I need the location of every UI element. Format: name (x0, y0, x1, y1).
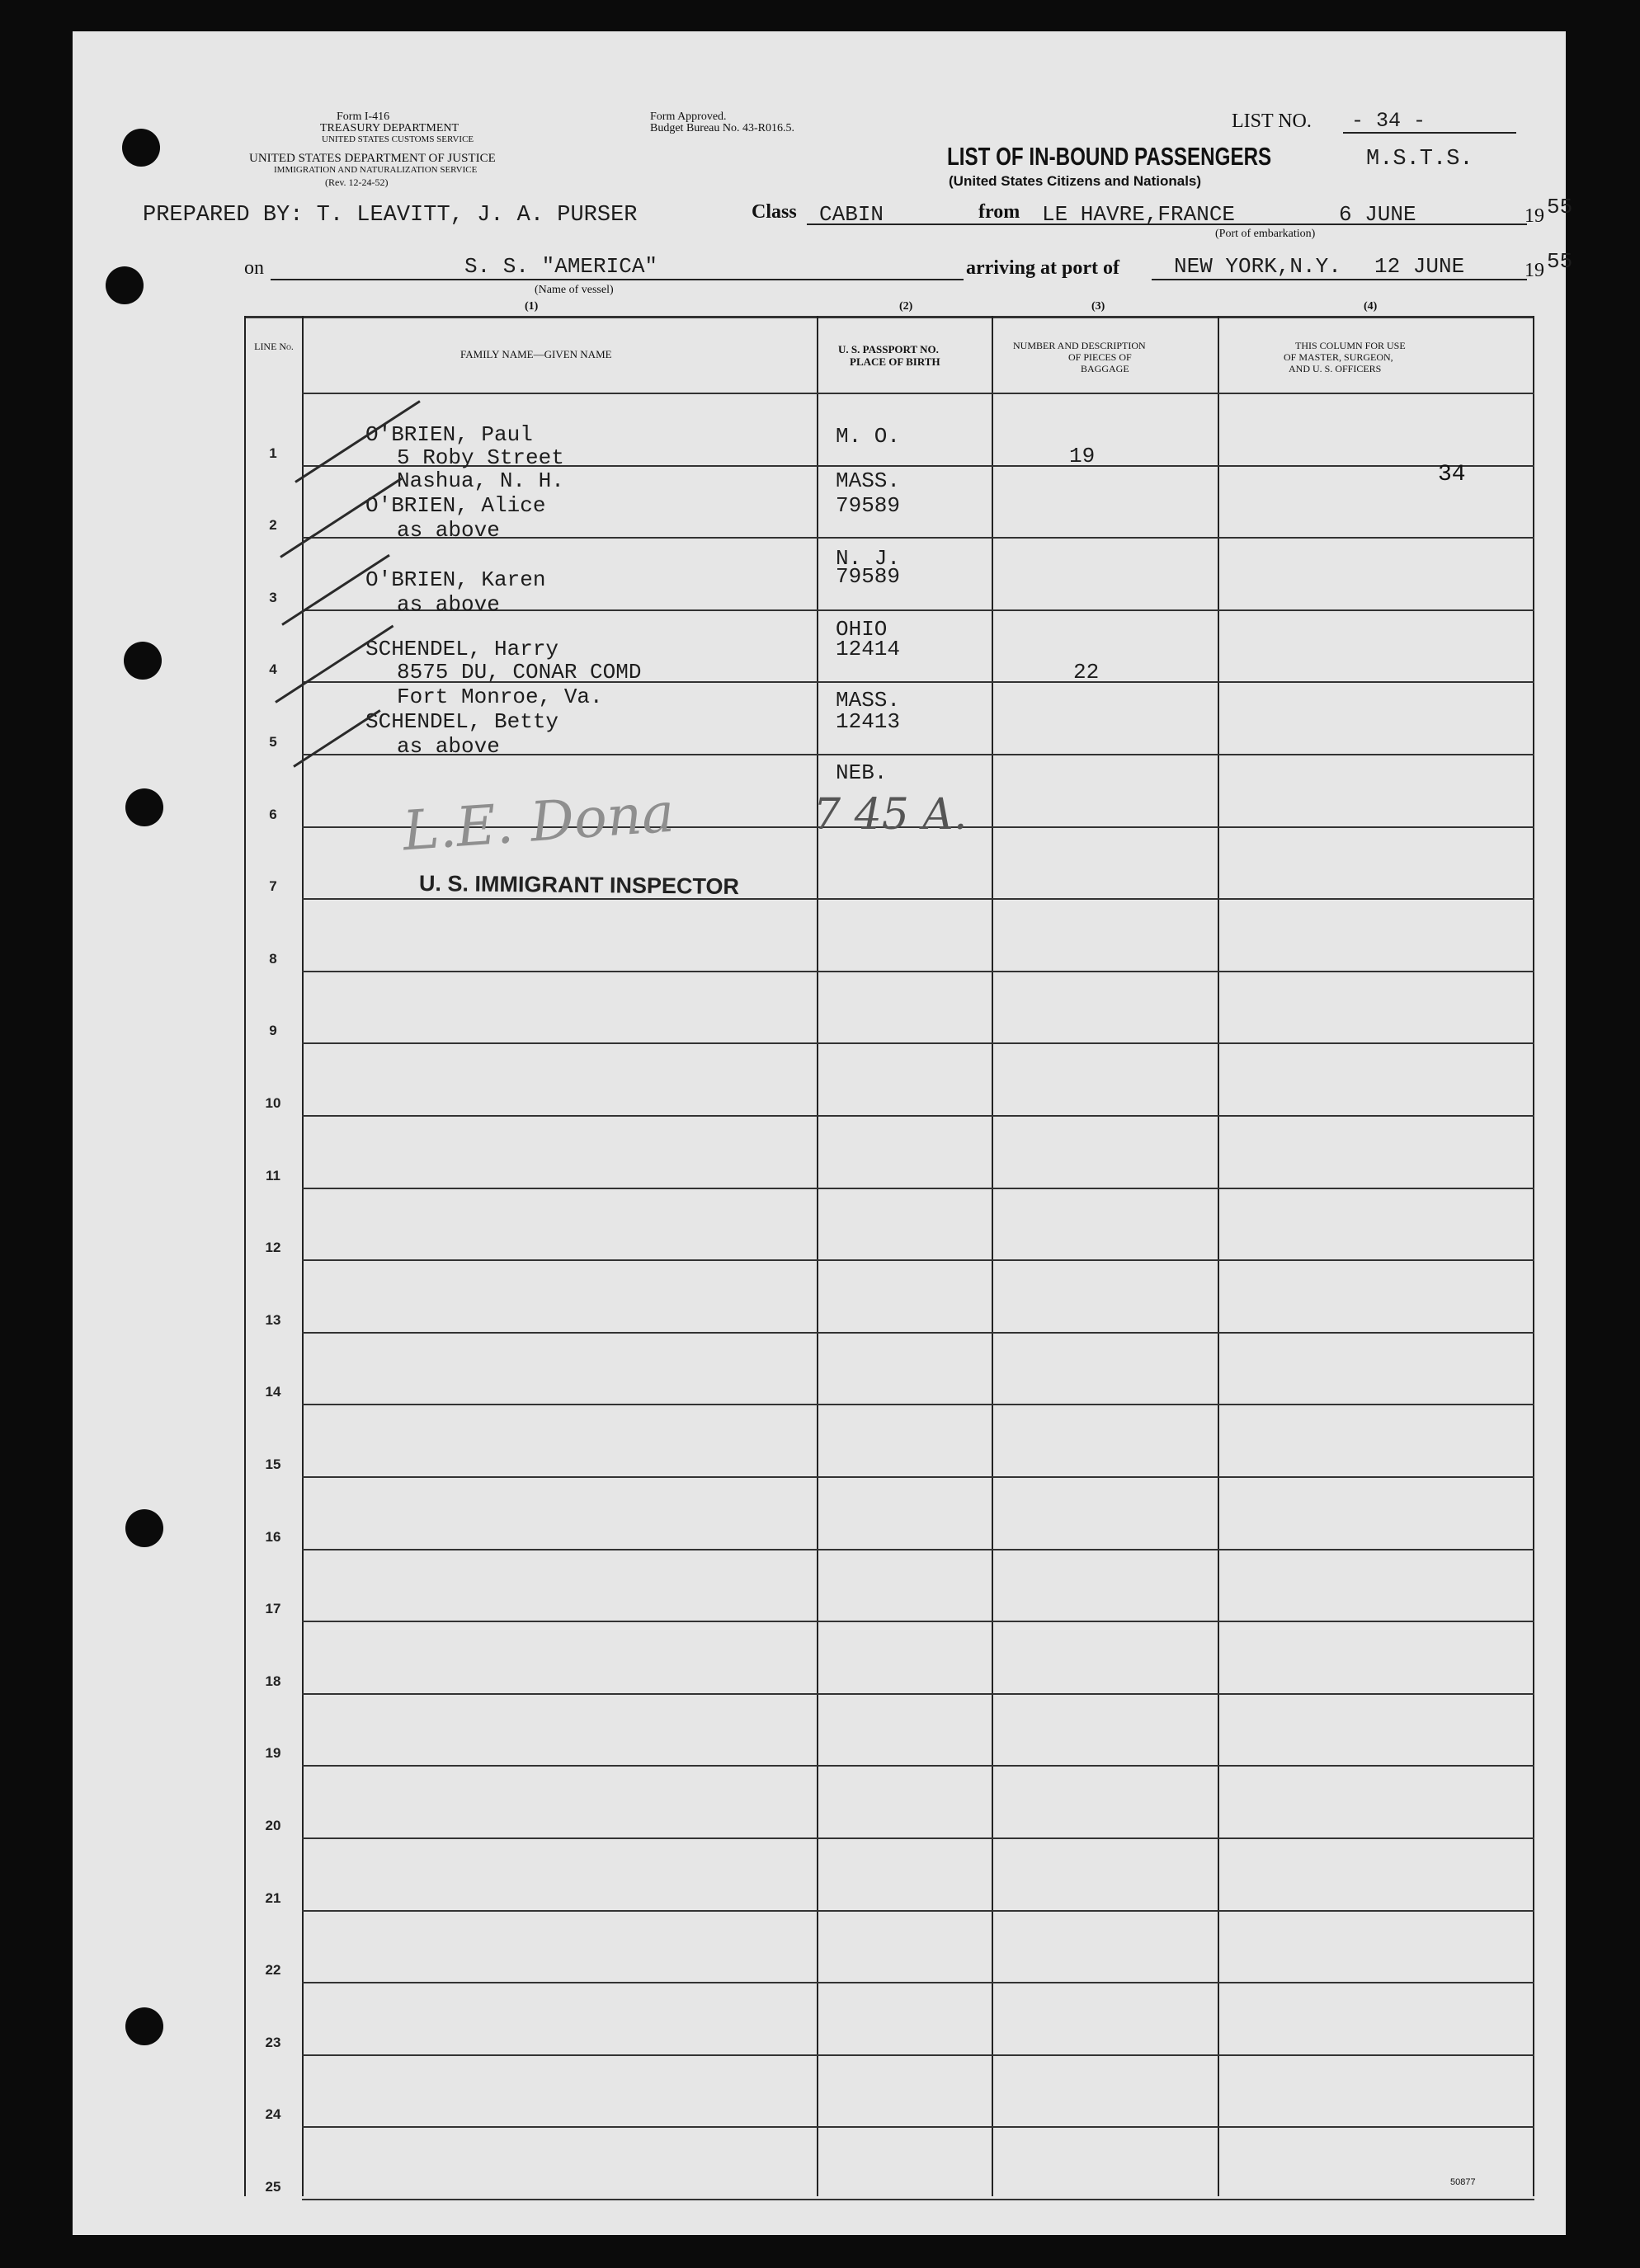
line-number: 14 (265, 1384, 281, 1400)
baggage-divider (1218, 316, 1219, 2196)
p2-address: as above (397, 518, 500, 543)
p5-passport: 12413 (836, 709, 901, 734)
from-year: 55 (1547, 195, 1573, 219)
line-number: 25 (265, 2179, 281, 2195)
form-subtitle: (United States Citizens and Nationals) (949, 173, 1202, 189)
row-line (302, 1765, 1534, 1767)
revision-date: (Rev. 12-24-52) (325, 176, 389, 188)
line-number: 17 (265, 1601, 281, 1617)
immigrant-inspector-stamp: U. S. IMMIGRANT INSPECTOR (418, 870, 740, 900)
row-line (302, 1621, 1534, 1622)
vessel-underline (271, 279, 964, 280)
row-line (302, 898, 1534, 900)
p4-address-1: 8575 DU, CONAR COMD (397, 660, 642, 685)
row-line (302, 2054, 1534, 2056)
line-number: 8 (269, 950, 277, 967)
class-label: Class (752, 201, 797, 223)
row-line (302, 1404, 1534, 1405)
line-number: 4 (269, 661, 277, 678)
p3-name: O'BRIEN, Karen (365, 567, 546, 592)
line-number: 9 (269, 1023, 277, 1039)
header-baggage-2: OF PIECES OF (1068, 351, 1132, 363)
col-num-1: (1) (525, 300, 539, 313)
header-officers-3: AND U. S. OFFICERS (1289, 363, 1382, 374)
passport-divider (992, 316, 993, 2196)
p1-address-2: Nashua, N. H. (397, 468, 564, 493)
line-number: 22 (265, 1962, 281, 1979)
row-line (302, 1982, 1534, 1983)
p4-passport: 12414 (836, 637, 901, 661)
customs-service: UNITED STATES CUSTOMS SERVICE (322, 134, 474, 144)
line-number: 2 (269, 517, 277, 534)
line-number: 19 (265, 1745, 281, 1762)
class-value: CABIN (819, 202, 884, 227)
form-number: Form I-416 (337, 111, 390, 123)
p1-address-1: 5 Roby Street (397, 445, 564, 470)
p1-passport: M. O. (836, 424, 901, 449)
inspector-signature: L.E. Dona (400, 780, 676, 863)
p2-passport: 79589 (836, 493, 901, 518)
line-number: 3 (269, 589, 277, 605)
row-line (302, 1042, 1534, 1044)
p1-officer-note: 34 (1438, 462, 1466, 487)
p5-address: as above (397, 734, 500, 759)
ins-service: IMMIGRATION AND NATURALIZATION SERVICE (274, 165, 478, 175)
col-num-2: (2) (899, 300, 913, 313)
footer-code: 50877 (1450, 2177, 1476, 2187)
header-passport: U. S. PASSPORT NO. (838, 343, 939, 355)
punch-hole-1 (122, 129, 160, 167)
punch-hole-6 (125, 2007, 163, 2045)
justice-dept: UNITED STATES DEPARTMENT OF JUSTICE (249, 152, 496, 165)
header-officers-1: THIS COLUMN FOR USE (1295, 340, 1406, 351)
line-no-divider (302, 316, 304, 2196)
punch-hole-4 (125, 788, 163, 826)
p3-passport: 79589 (836, 564, 901, 589)
p2-name: O'BRIEN, Alice (365, 493, 546, 518)
line-number: 7 (269, 878, 277, 895)
p5-name: SCHENDEL, Betty (365, 709, 559, 734)
p1-baggage: 19 (1069, 444, 1096, 468)
header-baggage-1: NUMBER AND DESCRIPTION (1013, 340, 1146, 351)
row-line (302, 971, 1534, 972)
line-number: 12 (265, 1240, 281, 1256)
from-date: 6 JUNE (1339, 202, 1416, 227)
table-top-border (244, 316, 1534, 318)
line-number: 11 (266, 1167, 280, 1183)
arrival-year-prefix: 19 (1525, 260, 1544, 281)
manifest-page (73, 31, 1573, 2235)
msts-label: M.S.T.S. (1366, 147, 1473, 172)
row-line (302, 1188, 1534, 1189)
p2-birthplace: N. J. (836, 546, 901, 571)
line-number: 6 (269, 806, 277, 822)
line-number: 20 (265, 1818, 281, 1833)
table-right-border (1533, 316, 1534, 2196)
line-number: 21 (265, 1889, 281, 1906)
arriving-label: arriving at port of (966, 257, 1119, 279)
arrival-underline (1152, 279, 1527, 280)
punch-hole-3 (124, 642, 162, 680)
row-line (302, 1910, 1534, 1912)
header-bottom-border (302, 393, 1534, 394)
row-line (302, 1259, 1534, 1261)
header-officers-2: OF MASTER, SURGEON, (1284, 351, 1393, 363)
line-number: 24 (265, 2106, 281, 2123)
row-line (302, 1837, 1534, 1839)
time-stamp-note: 7 45 A. (813, 790, 968, 840)
port-embarkation-caption: (Port of embarkation) (1215, 228, 1316, 240)
p5-birthplace: NEB. (836, 760, 888, 785)
row-line (302, 1693, 1534, 1695)
header-baggage-3: BAGGAGE (1081, 363, 1129, 374)
line-number: 16 (265, 1528, 281, 1545)
col-num-4: (4) (1364, 300, 1378, 313)
on-label: on (244, 257, 264, 279)
name-divider (817, 316, 818, 2196)
line-number: 23 (265, 2034, 281, 2050)
list-no-label: LIST NO. (1232, 111, 1312, 132)
p4-birthplace: MASS. (836, 688, 901, 713)
p4-baggage: 22 (1073, 660, 1100, 685)
arrival-port: NEW YORK,N.Y. (1174, 254, 1341, 279)
form-title: LIST OF IN-BOUND PASSENGERS (947, 142, 1272, 171)
line-number: 13 (265, 1311, 281, 1328)
punch-hole-5 (125, 1509, 163, 1547)
vessel-name: S. S. "AMERICA" (464, 254, 658, 279)
row-line (302, 2126, 1534, 2128)
from-year-prefix: 19 (1525, 205, 1544, 227)
vessel-caption: (Name of vessel) (535, 284, 614, 296)
line-number: 5 (269, 734, 277, 750)
arrival-date: 12 JUNE (1374, 254, 1465, 279)
from-port: LE HAVRE,FRANCE (1042, 202, 1236, 227)
prepared-by: PREPARED BY: T. LEAVITT, J. A. PURSER (143, 203, 638, 228)
form-approved: Form Approved. (650, 111, 727, 123)
check-mark-5 (293, 709, 380, 768)
header-name: FAMILY NAME—GIVEN NAME (460, 348, 612, 360)
header-line-no: LINE No. (254, 341, 294, 352)
line-number: 15 (265, 1456, 281, 1472)
row-line (302, 2199, 1534, 2200)
header-place-of-birth: PLACE OF BIRTH (850, 355, 940, 368)
row-line (302, 1115, 1534, 1117)
from-label: from (978, 201, 1020, 223)
punch-hole-2 (106, 266, 144, 304)
row-line (302, 1332, 1534, 1334)
p4-address-2: Fort Monroe, Va. (397, 685, 603, 709)
line-number: 10 (265, 1095, 281, 1111)
p3-address: as above (397, 592, 500, 617)
line-number: 18 (265, 1673, 281, 1689)
arrival-year: 55 (1547, 249, 1573, 274)
list-no-value: - 34 - (1351, 109, 1426, 133)
line-number: 1 (269, 445, 277, 461)
p1-name: O'BRIEN, Paul (365, 422, 533, 447)
p1-birthplace: MASS. (836, 468, 901, 493)
col-num-3: (3) (1091, 300, 1105, 313)
row-line (302, 1549, 1534, 1550)
row-line (302, 1476, 1534, 1478)
budget-bureau: Budget Bureau No. 43-R016.5. (650, 122, 794, 134)
treasury-dept: TREASURY DEPARTMENT (320, 122, 459, 134)
p3-birthplace: OHIO (836, 617, 888, 642)
p4-name: SCHENDEL, Harry (365, 637, 559, 661)
